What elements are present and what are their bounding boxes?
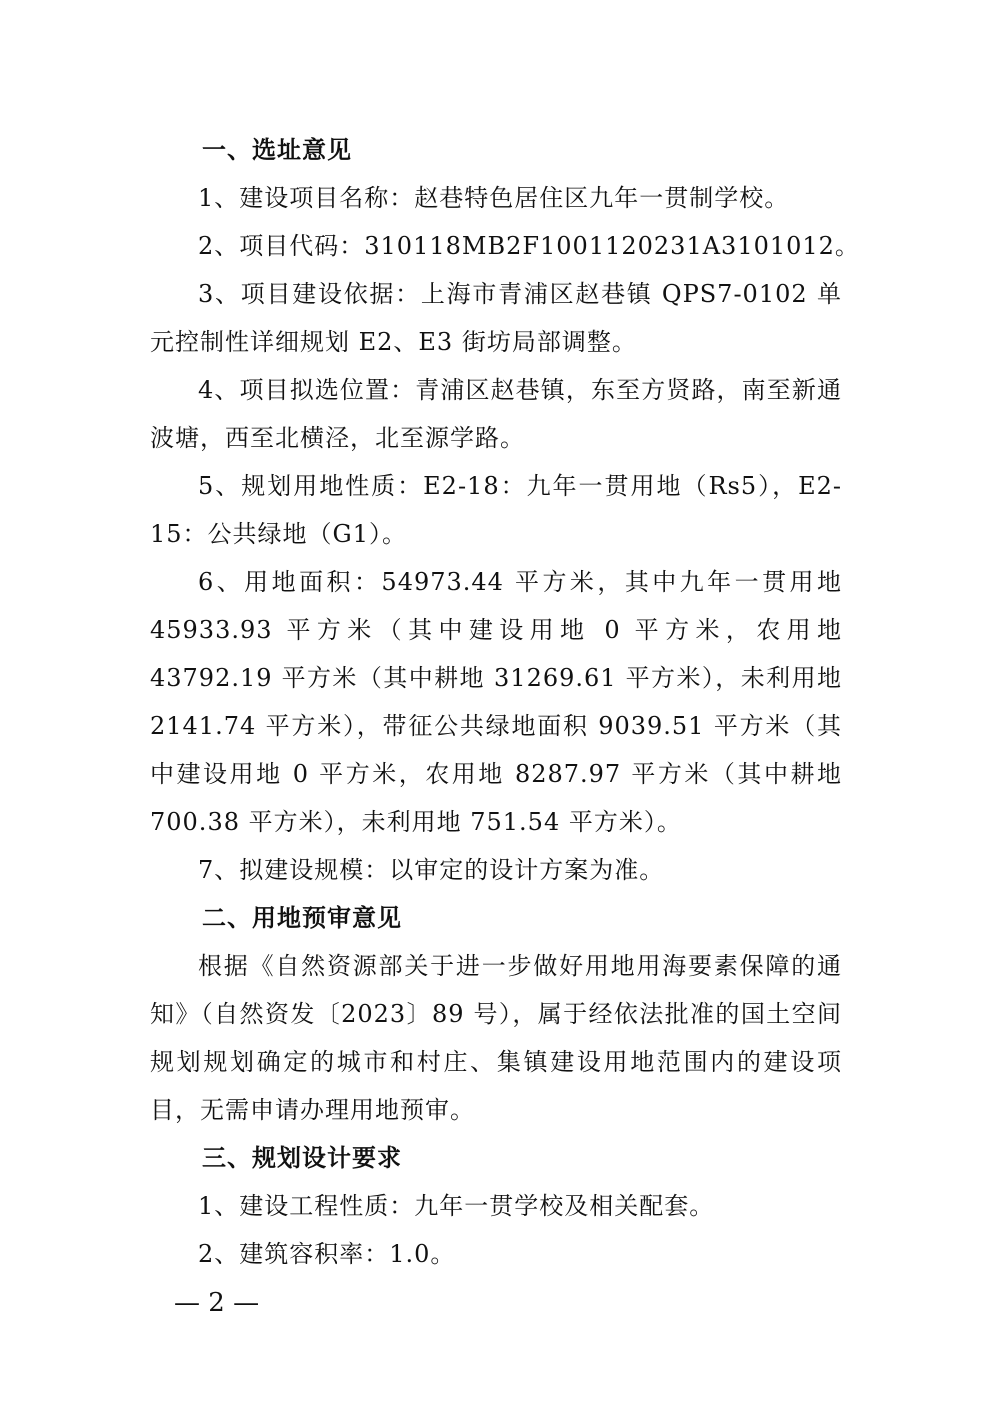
page-number: — 2 —: [174, 1288, 260, 1318]
item-construction-scale: 7、拟建设规模：以审定的设计方案为准。: [198, 856, 665, 884]
item-land-use-nature: 5、规划用地性质：E2-18：九年一贯用地（Rs5），E2-15：公共绿地（G1）。: [150, 472, 842, 548]
item-engineering-nature: 1、建设工程性质：九年一贯学校及相关配套。: [198, 1192, 715, 1220]
section-heading-site-selection: 一、选址意见: [202, 136, 352, 164]
document-body: [150, 126, 860, 1278]
item-project-location: 4、项目拟选位置：青浦区赵巷镇，东至方贤路，南至新通波塘，西至北横泾，北至源学路。: [150, 376, 842, 452]
section-heading-land-pre-review: 二、用地预审意见: [202, 904, 402, 932]
item-project-basis: 3、项目建设依据：上海市青浦区赵巷镇 QPS7-0102 单元控制性详细规划 E2、E3 街坊局部调整。: [150, 280, 842, 356]
paragraph-land-pre-review: 根据《自然资源部关于进一步做好用地用海要素保障的通知》（自然资发〔2023〕89 号），属于经依法批准的国土空间规划规划确定的城市和村庄、集镇建设用地范围内的建设项目，无需申请办理用地预审。: [150, 952, 842, 1124]
section-heading-planning-requirements: 三、规划设计要求: [202, 1144, 402, 1172]
item-plot-ratio: 2、建筑容积率：1.0。: [198, 1240, 456, 1268]
item-project-code: 2、项目代码：310118MB2F1001120231A3101012。: [198, 232, 860, 260]
item-land-area: 6、用地面积：54973.44 平方米，其中九年一贯用地 45933.93 平方米（其中建设用地 0 平方米，农用地 43792.19 平方米（其中耕地 31269.61 平方米），未利用地 2141.74 平方米），带征公共绿地面积 9039.51 平方米（其中建设用地 0 平方米，农用地 8287.97 平方米（其中耕地 700.38 平方米），未利用地 751.54 平方米）。: [150, 568, 842, 836]
item-project-name: 1、建设项目名称：赵巷特色居住区九年一贯制学校。: [198, 184, 790, 212]
